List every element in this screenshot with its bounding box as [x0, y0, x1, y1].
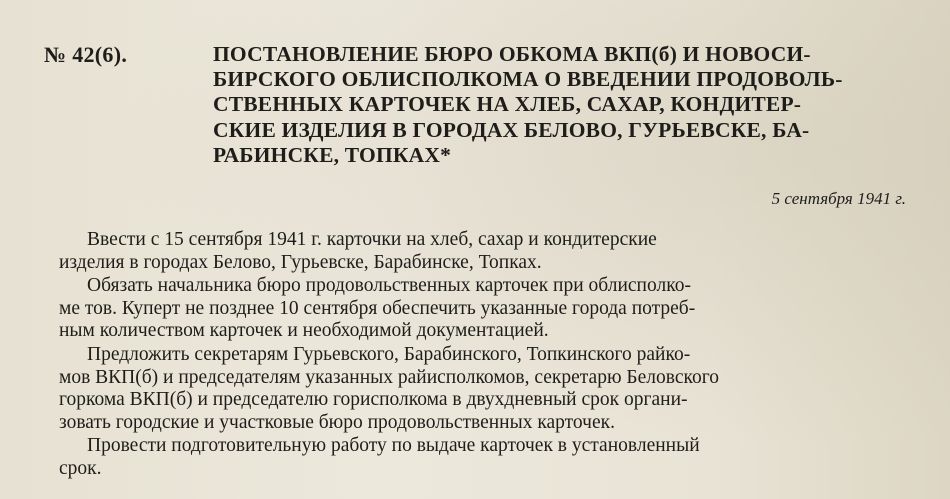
title-line: СТВЕННЫХ КАРТОЧЕК НА ХЛЕБ, САХАР, КОНДИТЕР- [213, 92, 802, 117]
paragraph-line: Предложить секретарям Гурьевского, Барабинского, Топкинского райко- [87, 343, 691, 365]
title-line: ПОСТАНОВЛЕНИЕ БЮРО ОБКОМА ВКП(б) И НОВОСИ- [213, 42, 811, 66]
paragraph-line: Обязать начальника бюро продовольственных карточек при облисполко- [87, 275, 691, 297]
document-body [59, 229, 909, 481]
paragraph-line: мов ВКП(б) и председателям указанных райисполкомов, секретарю Беловского [59, 366, 719, 388]
paragraph [59, 229, 909, 274]
document-number: № 42(6). [44, 42, 128, 67]
paragraph-line: изделия в городах Белово, Гурьевске, Барабинске, Топках. [59, 251, 542, 273]
title-line: СКИЕ ИЗДЕЛИЯ В ГОРОДАХ БЕЛОВО, ГУРЬЕВСКЕ, БА- [213, 117, 810, 142]
title-line: БИРСКОГО ОБЛИСПОЛКОМА О ВВЕДЕНИИ ПРОДОВОЛЬ- [213, 67, 843, 92]
document-title [213, 42, 913, 168]
paragraph-line: Провести подготовительную работу по выдаче карточек в установленный [87, 435, 700, 457]
paragraph-line: ме тов. Куперт не позднее 10 сентября обеспечить указанные города потреб- [59, 297, 696, 319]
document-date: 5 сентября 1941 г. [771, 189, 906, 208]
paragraph-line: ным количеством карточек и необходимой документацией. [59, 320, 549, 342]
paragraph-line: горкома ВКП(б) и председателю горисполкома в двухдневный срок органи- [59, 389, 688, 411]
paragraph [59, 344, 909, 434]
paragraph [59, 275, 909, 343]
title-line: РАБИНСКЕ, ТОПКАХ* [213, 142, 452, 167]
paragraph-line: зовать городские и участковые бюро продовольственных карточек. [59, 411, 615, 433]
paragraph [59, 435, 909, 480]
paragraph-line: срок. [59, 457, 102, 479]
paragraph-line: Ввести с 15 сентября 1941 г. карточки на хлеб, сахар и кондитерские [87, 229, 657, 250]
